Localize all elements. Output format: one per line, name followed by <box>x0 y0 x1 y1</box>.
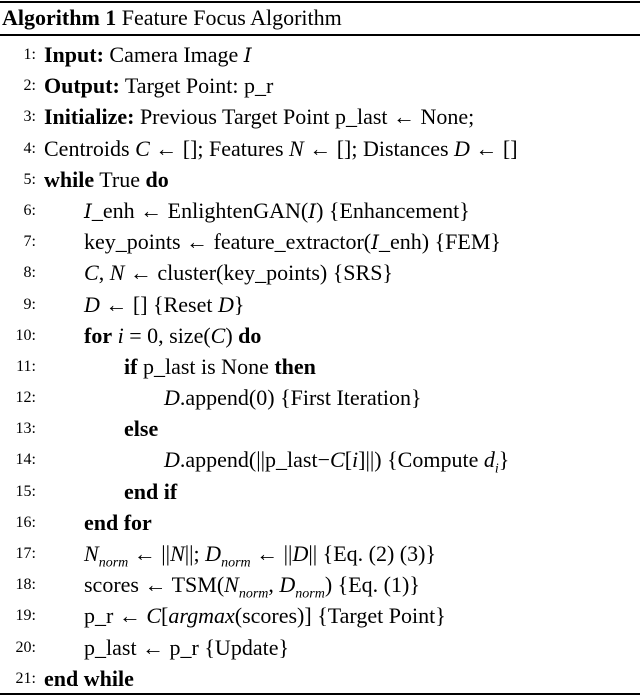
code-text: ← [] {Reset <box>99 291 218 317</box>
algorithm-line <box>0 101 640 132</box>
line-code <box>44 70 273 101</box>
code-text: } <box>233 291 245 317</box>
math-symbol: i <box>352 447 359 473</box>
line-code <box>84 195 470 227</box>
code-text: ← [] <box>469 135 518 161</box>
line-number: 8: <box>23 264 36 282</box>
code-text: ← []; Distances <box>303 135 455 161</box>
math-symbol: D <box>164 385 180 411</box>
line-number: 16: <box>15 513 36 531</box>
algorithm-line <box>0 413 640 444</box>
algorithm-title: Feature Focus Algorithm <box>121 5 342 30</box>
line-code <box>124 413 158 444</box>
algorithm-line <box>0 39 640 70</box>
math-symbol: I <box>84 198 92 223</box>
line-code <box>44 101 474 132</box>
code-text: .append(0) {First Iteration} <box>179 385 422 411</box>
line-code <box>124 476 177 507</box>
algorithm-line <box>0 320 640 351</box>
code-text: p_last ← p_r {Update} <box>84 634 290 660</box>
math-symbol: argmax <box>168 603 235 629</box>
code-text: , <box>98 260 110 286</box>
math-symbol: N <box>109 260 125 286</box>
line-number: 18: <box>15 576 36 594</box>
line-code <box>44 133 518 164</box>
line-code <box>44 39 252 71</box>
algorithm-line <box>0 444 640 475</box>
line-number: 1: <box>23 46 36 63</box>
math-symbol: D <box>205 541 222 566</box>
algorithm-label: Algorithm 1 <box>2 5 117 30</box>
line-number: 21: <box>15 669 36 687</box>
line-code <box>84 569 420 600</box>
algorithm-line <box>0 507 640 538</box>
math-symbol: D <box>292 541 309 566</box>
math-symbol: norm <box>295 586 325 602</box>
algorithm-line <box>0 569 640 600</box>
algorithm-line <box>0 133 640 164</box>
line-number: 9: <box>23 295 36 313</box>
algorithm-caption <box>2 4 342 32</box>
line-number: 3: <box>23 108 36 126</box>
code-text: [ <box>161 603 169 629</box>
caption-rule <box>0 34 640 36</box>
math-symbol: D <box>164 447 180 473</box>
math-symbol: I <box>308 198 317 223</box>
code-text: ||; <box>184 541 206 566</box>
line-number: 12: <box>15 389 36 407</box>
keyword: Output: <box>44 73 120 99</box>
keyword: for <box>84 322 113 348</box>
code-text: ]||) {Compute <box>358 447 484 473</box>
keyword: do <box>145 166 169 192</box>
line-code <box>44 663 134 694</box>
code-text: p_last is None <box>137 353 275 379</box>
code-text: _enh ← EnlightenGAN( <box>91 197 309 223</box>
line-code <box>84 538 436 569</box>
line-number: 11: <box>16 357 36 375</box>
keyword: end if <box>124 478 178 504</box>
math-symbol: norm <box>238 586 269 602</box>
math-symbol: C <box>84 260 99 286</box>
keyword: if <box>124 353 138 379</box>
line-code <box>164 444 509 475</box>
code-text: = 0, size( <box>123 322 211 348</box>
code-text: .append(||p_last− <box>179 447 331 473</box>
line-code <box>84 600 446 631</box>
code-text: , <box>268 572 280 598</box>
algorithm-line <box>0 663 640 694</box>
math-symbol: d <box>483 447 495 473</box>
algorithm-line <box>0 226 640 257</box>
algorithm-line <box>0 600 640 631</box>
math-symbol: D <box>454 135 470 161</box>
algorithm-line <box>0 289 640 320</box>
line-number: 20: <box>15 638 36 656</box>
math-symbol: i <box>494 461 499 477</box>
algorithm-line <box>0 257 640 288</box>
math-symbol: D <box>84 291 100 317</box>
line-number: 10: <box>15 326 36 344</box>
line-code <box>44 164 169 195</box>
code-text: ) {Eq. (1)} <box>324 572 420 598</box>
code-text: ← || <box>250 541 293 566</box>
algorithm-body <box>0 39 640 694</box>
math-symbol: N <box>84 541 99 566</box>
math-symbol: i <box>117 322 124 348</box>
math-symbol: D <box>279 572 296 598</box>
line-code <box>84 257 393 288</box>
code-text: p_r ← <box>84 603 147 629</box>
line-number: 17: <box>15 545 36 562</box>
code-text: _enh) {FEM} <box>379 229 501 255</box>
keyword: while <box>44 166 95 192</box>
math-symbol: C <box>135 135 150 161</box>
algorithm-line <box>0 70 640 101</box>
math-symbol: C <box>146 603 162 629</box>
code-text: key_points ← feature_extractor( <box>84 229 372 255</box>
code-text: Target Point: p_r <box>119 73 274 99</box>
code-text: [ <box>344 447 353 473</box>
algorithm-line <box>0 351 640 382</box>
algorithm-line <box>0 538 640 569</box>
code-text: } <box>498 447 510 473</box>
line-number: 4: <box>23 139 36 157</box>
code-text: True <box>94 166 146 192</box>
math-symbol: norm <box>221 555 251 571</box>
code-text: Previous Target Point p_last ← None; <box>134 104 475 130</box>
code-text: ) <box>225 322 239 348</box>
line-number: 15: <box>15 482 36 500</box>
code-text: ← || <box>128 541 171 566</box>
line-number: 2: <box>23 77 36 95</box>
algorithm-line <box>0 632 640 663</box>
line-code <box>84 320 261 351</box>
math-symbol: N <box>224 572 239 598</box>
code-text: (scores)] {Target Point} <box>234 603 446 629</box>
code-text: Camera Image <box>103 42 244 67</box>
code-text: ← cluster(key_points) {SRS} <box>124 260 393 286</box>
keyword: end for <box>84 509 152 535</box>
keyword: then <box>274 353 316 379</box>
line-code <box>84 289 244 320</box>
algorithm-line <box>0 164 640 195</box>
line-number: 14: <box>15 451 36 469</box>
code-text: scores ← TSM( <box>84 572 225 598</box>
line-code <box>84 507 152 538</box>
keyword: do <box>238 322 262 348</box>
line-code <box>124 351 316 382</box>
algorithm-line <box>0 476 640 507</box>
algorithm-line <box>0 195 640 226</box>
line-number: 13: <box>15 420 36 438</box>
math-symbol: D <box>217 291 234 317</box>
line-code <box>164 382 422 413</box>
line-code <box>84 632 289 663</box>
line-number: 6: <box>23 201 36 219</box>
keyword: else <box>124 416 159 442</box>
math-symbol: norm <box>98 555 129 571</box>
algorithm-line <box>0 382 640 413</box>
math-symbol: C <box>330 447 345 473</box>
code-text: ) {Enhancement} <box>316 197 470 223</box>
bottom-rule <box>0 693 640 695</box>
line-number: 5: <box>23 170 36 188</box>
math-symbol: N <box>289 135 304 161</box>
top-rule <box>0 1 640 3</box>
line-number: 19: <box>15 607 36 625</box>
math-symbol: I <box>371 230 380 255</box>
code-text: ← []; Features <box>149 135 290 161</box>
code-text: || {Eq. (2) (3)} <box>308 541 436 566</box>
math-symbol: C <box>210 322 226 348</box>
line-code <box>84 226 501 258</box>
math-symbol: I <box>243 43 252 67</box>
line-number: 7: <box>23 233 36 251</box>
keyword: Input: <box>44 42 104 67</box>
keyword: Initialize: <box>44 104 135 130</box>
math-symbol: N <box>170 541 185 566</box>
code-text: Centroids <box>44 135 136 161</box>
keyword: end while <box>44 665 134 691</box>
